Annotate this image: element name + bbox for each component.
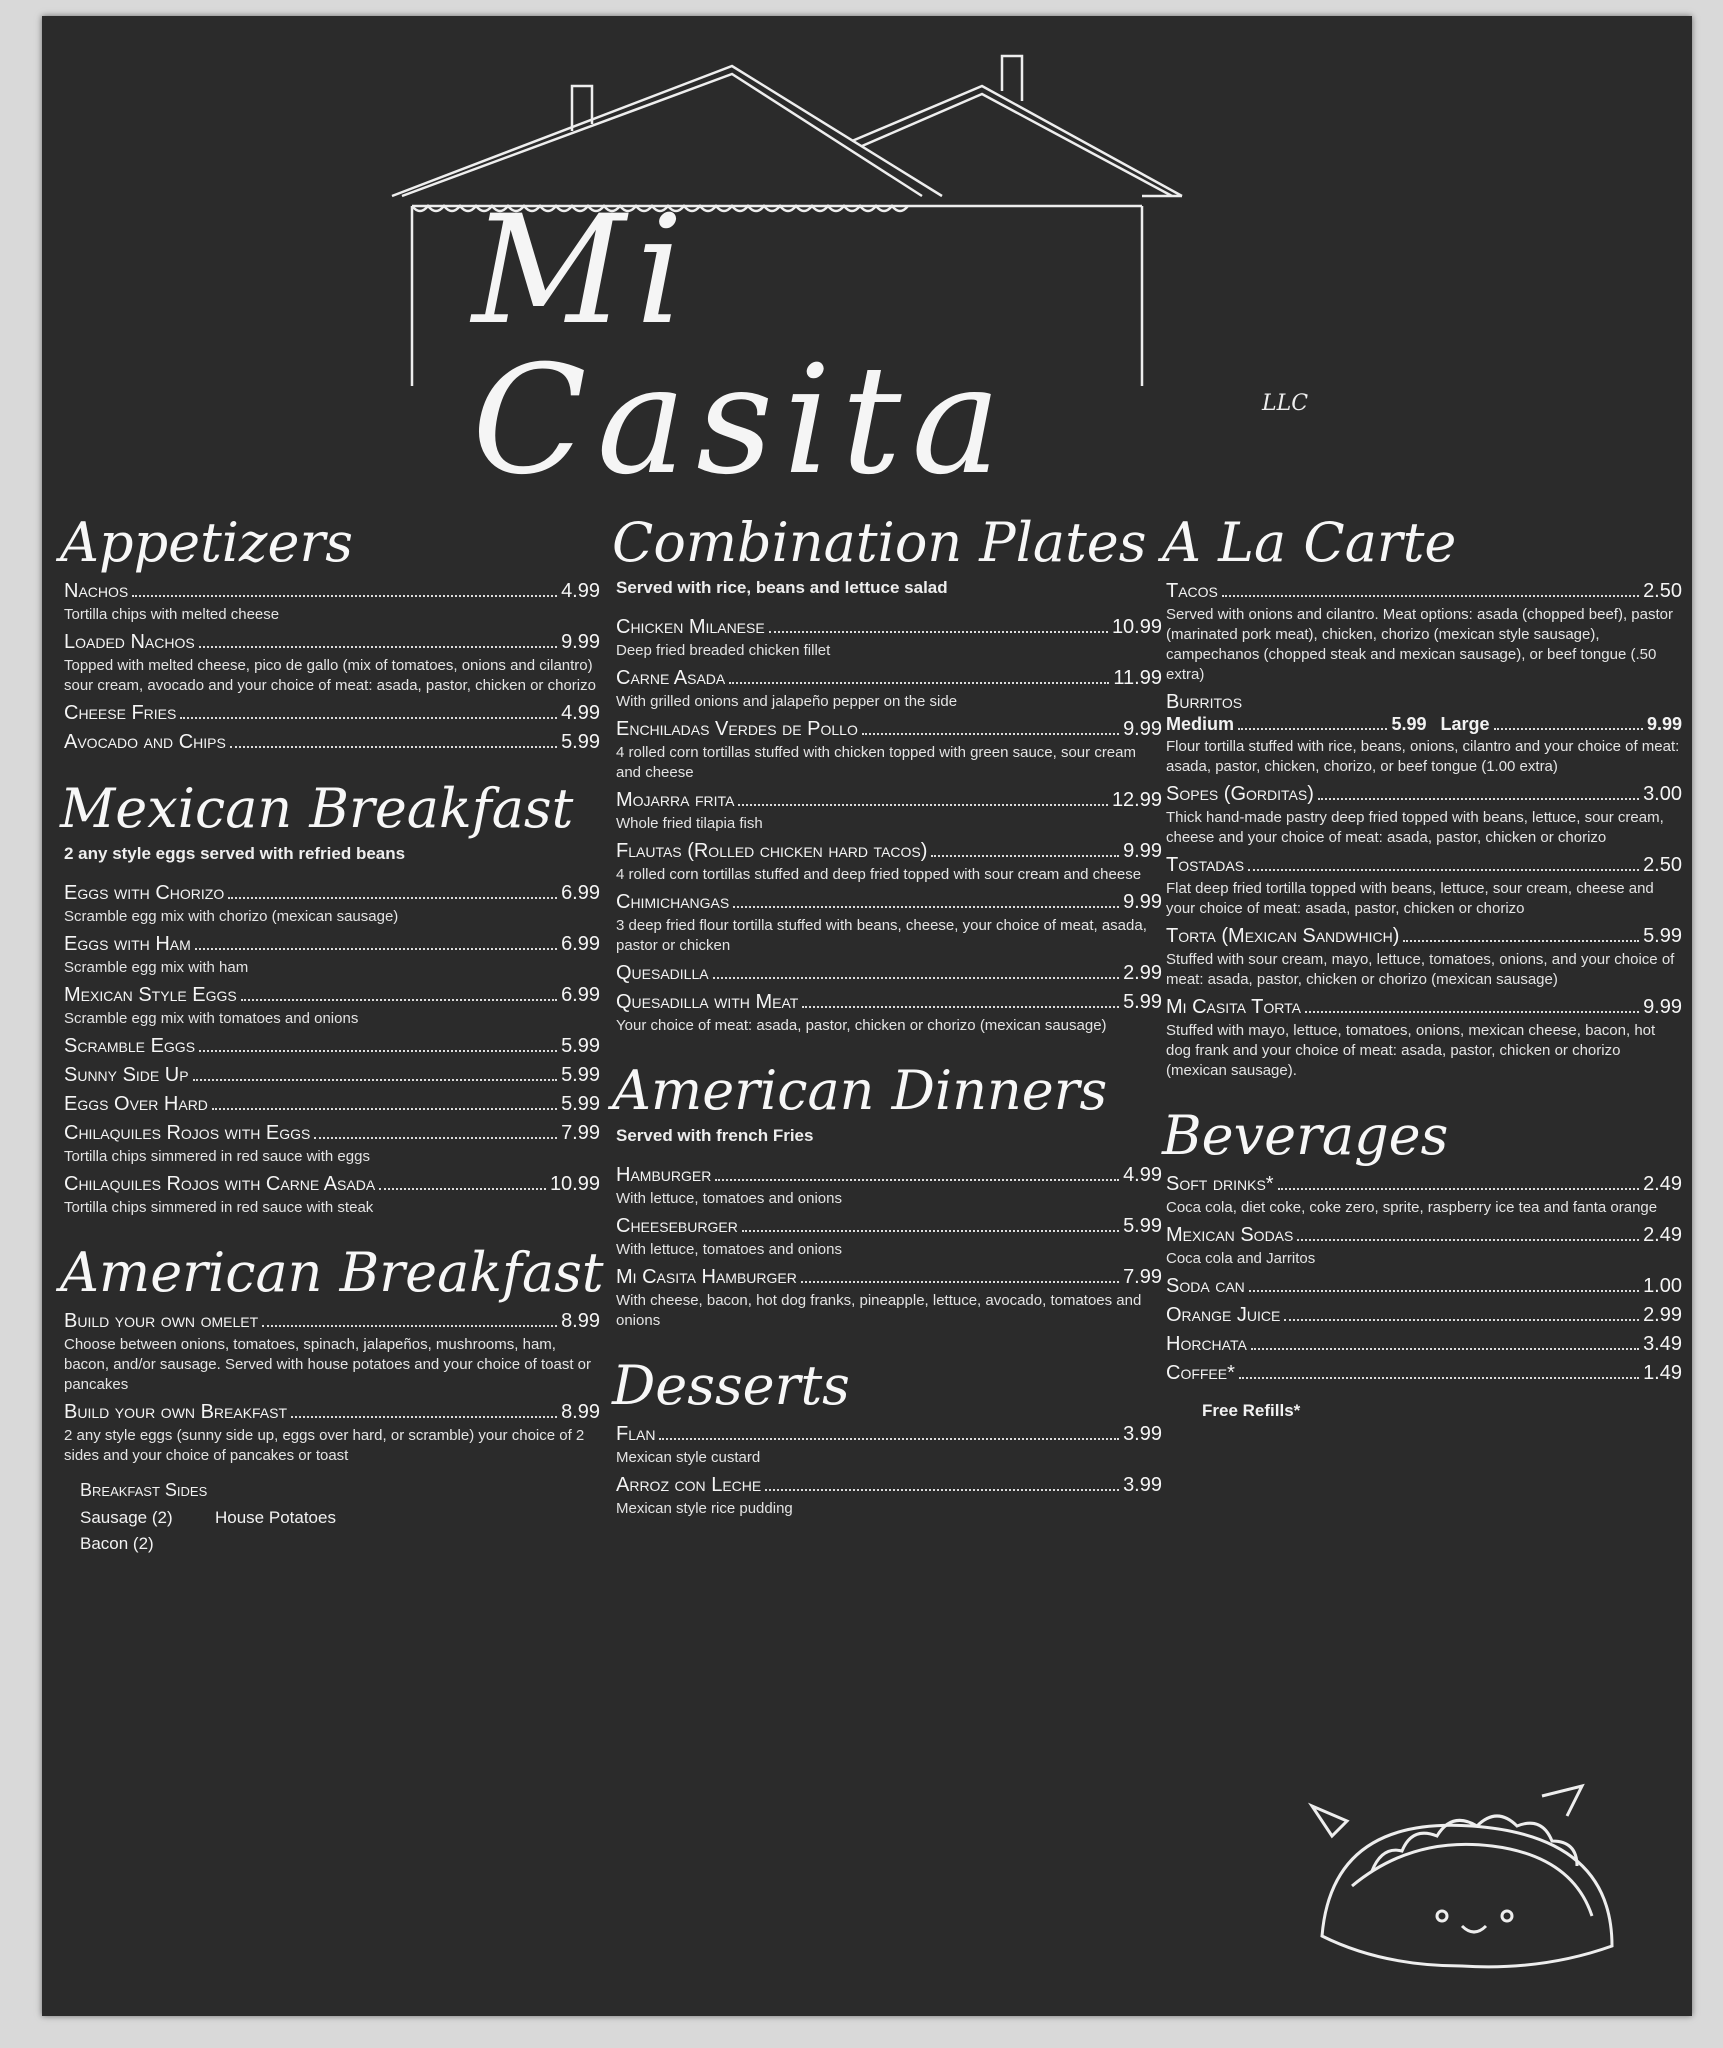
item-name: Torta (Mexican Sandwhich) (1166, 925, 1400, 947)
dot-leader (314, 1137, 557, 1139)
american-dinners-subtitle: Served with french Fries (616, 1126, 814, 1145)
item-price: 4.99 (1123, 1164, 1162, 1186)
item-description: Whole fried tilapia fish (616, 815, 763, 832)
item-description: Mexican style rice pudding (616, 1500, 793, 1517)
menu-item (616, 718, 1162, 783)
dot-leader (199, 1050, 557, 1052)
item-name: Sopes (Gorditas) (1166, 783, 1314, 805)
item-description: Flour tortilla stuffed with rice, beans, onions, cilantro and your choice of meat: asada, pastor, chicken, chorizo, or beef tongue (1.00 extra) (1166, 738, 1680, 775)
item-price: 5.99 (1123, 1215, 1162, 1237)
a-la-carte-title: A La Carte (1162, 511, 1457, 574)
size-label: Large (1440, 714, 1490, 734)
menu-item (64, 984, 600, 1029)
beverages-title: Beverages (1162, 1104, 1449, 1167)
item-price: 6.99 (561, 882, 600, 904)
restaurant-name: Mi Casita (472, 184, 1011, 508)
item-name: Sunny Side Up (64, 1064, 189, 1086)
item-price: 5.99 (561, 1064, 600, 1086)
size-label: Medium (1166, 714, 1235, 734)
dot-leader (180, 717, 557, 719)
item-price: 9.99 (1123, 840, 1162, 862)
dot-leader (802, 1006, 1119, 1008)
item-description: Tortilla chips simmered in red sauce with steak (64, 1199, 374, 1216)
item-name: Orange Juice (1166, 1304, 1281, 1326)
breakfast-sides-title: Breakfast Sides (80, 1480, 208, 1500)
menu-item (616, 1164, 1162, 1209)
item-name: Soft drinks* (1166, 1173, 1274, 1195)
menu-item (616, 616, 1162, 661)
item-name: Build your own Breakfast (64, 1401, 288, 1423)
dot-leader (729, 682, 1109, 684)
item-price: 2.50 (1643, 580, 1682, 602)
item-name: Hamburger (616, 1164, 712, 1186)
item-price: 4.99 (561, 580, 600, 602)
item-price: 5.99 (1643, 925, 1682, 947)
dot-leader (1305, 1011, 1639, 1013)
menu-item (64, 731, 600, 754)
item-price: 8.99 (561, 1310, 600, 1332)
dot-leader (195, 948, 557, 950)
item-name: Nachos (64, 580, 129, 602)
side-item: Sausage (2) (80, 1508, 173, 1527)
item-price: 3.99 (1123, 1423, 1162, 1445)
a-la-carte-section (1162, 511, 1683, 1081)
dot-leader (931, 855, 1119, 857)
item-price: 2.99 (1643, 1304, 1682, 1326)
dot-leader (1318, 798, 1639, 800)
dot-leader (212, 1108, 557, 1110)
menu-item (1166, 783, 1682, 848)
size-price: 9.99 (1646, 714, 1683, 734)
column-right (1162, 511, 1683, 1449)
item-description: 3 deep fried flour tortilla stuffed with beans, cheese, your choice of meat, asada, pastor or chicken (616, 917, 1147, 954)
free-refills-note: Free Refills* (1202, 1401, 1301, 1420)
item-price: 9.99 (1123, 891, 1162, 913)
dot-leader (291, 1416, 557, 1418)
item-name: Cheese Fries (64, 702, 177, 724)
item-price: 3.49 (1643, 1333, 1682, 1355)
american-breakfast-title: American Breakfast (60, 1241, 604, 1304)
item-name: Carne Asada (616, 667, 726, 689)
item-name: Mexican Style Eggs (64, 984, 237, 1006)
menu-item (1166, 1275, 1682, 1298)
item-price: 2.49 (1643, 1173, 1682, 1195)
dot-leader (228, 897, 557, 899)
menu-item (616, 667, 1162, 712)
item-name: Chilaquiles Rojos with Eggs (64, 1122, 311, 1144)
burrito-sizes (1166, 714, 1682, 735)
combination-plates-subtitle: Served with rice, beans and lettuce salad (616, 578, 948, 597)
item-name: Quesadilla with Meat (616, 991, 799, 1013)
dot-leader (1222, 595, 1639, 597)
dot-leader (862, 733, 1119, 735)
side-item: Bacon (2) (80, 1534, 154, 1553)
dot-leader (738, 804, 1108, 806)
item-price: 10.99 (549, 1173, 600, 1195)
item-name: Coffee* (1166, 1362, 1235, 1384)
item-description: Tortilla chips with melted cheese (64, 606, 280, 623)
dot-leader (733, 906, 1119, 908)
menu-item (1166, 925, 1682, 990)
item-price: 3.00 (1643, 783, 1682, 805)
menu-item (1166, 854, 1682, 919)
menu-item (64, 933, 600, 978)
item-description: 2 any style eggs (sunny side up, eggs over hard, or scramble) your choice of 2 sides and your choice of pancakes or toast (64, 1427, 585, 1464)
item-description: Choose between onions, tomatoes, spinach, jalapeños, mushrooms, ham, bacon, and/or sausage. Served with house potatoes and your choice of toast or pancakes (64, 1336, 592, 1393)
dot-leader (379, 1188, 546, 1190)
side-item: House Potatoes (215, 1508, 336, 1527)
restaurant-suffix: LLC (1262, 391, 1309, 416)
menu-item (64, 702, 600, 725)
item-name: Arroz con Leche (616, 1474, 762, 1496)
item-description: With lettuce, tomatoes and onions (616, 1190, 842, 1207)
dot-leader (1403, 940, 1639, 942)
dot-leader (1284, 1319, 1639, 1321)
logo (382, 46, 1462, 508)
menu-item (616, 962, 1162, 985)
american-dinners-title: American Dinners (612, 1059, 1108, 1122)
item-name: Build your own omelet (64, 1310, 259, 1332)
menu-item (64, 1035, 600, 1058)
beverages-section (1162, 1104, 1682, 1421)
combination-plates-title: Combination Plates (612, 511, 1147, 574)
column-middle (612, 511, 1162, 1547)
dot-leader (1238, 728, 1387, 730)
item-name: Mi Casita Torta (1166, 996, 1301, 1018)
menu-item (1166, 996, 1682, 1081)
item-name: Eggs with Ham (64, 933, 191, 955)
menu-item (1166, 1304, 1682, 1327)
menu-item (64, 1401, 600, 1466)
combination-plates-section (612, 511, 1162, 1036)
column-left (60, 511, 604, 1585)
item-price: 7.99 (1123, 1266, 1162, 1288)
menu-item (64, 1310, 600, 1395)
item-description: Coca cola and Jarritos (1166, 1250, 1316, 1267)
menu-board (42, 16, 1692, 2016)
american-dinners-section (612, 1059, 1162, 1331)
item-description: Flat deep fried tortilla topped with beans, lettuce, sour cream, cheese and your choice of meat: asada, pastor, chicken or chorizo (1166, 880, 1654, 917)
menu-item (616, 1266, 1162, 1331)
menu-item (64, 1093, 600, 1116)
item-description: Thick hand-made pastry deep fried topped with beans, lettuce, sour cream, cheese and your choice of meat: asada, pastor, chicken or chorizo (1166, 809, 1664, 846)
item-description: With grilled onions and jalapeño pepper on the side (616, 693, 958, 710)
menu-item (616, 891, 1162, 956)
item-name: Soda can (1166, 1275, 1245, 1297)
dot-leader (1248, 869, 1639, 871)
item-price: 12.99 (1111, 789, 1162, 811)
american-breakfast-section (60, 1241, 604, 1557)
item-price: 9.99 (561, 631, 600, 653)
mexican-breakfast-title: Mexican Breakfast (60, 777, 574, 840)
item-price: 4.99 (561, 702, 600, 724)
item-price: 2.50 (1643, 854, 1682, 876)
menu-item (616, 1474, 1162, 1519)
item-price: 9.99 (1123, 718, 1162, 740)
dot-leader (1249, 1290, 1639, 1292)
menu-item (1166, 1362, 1682, 1385)
dot-leader (713, 977, 1119, 979)
item-price: 3.99 (1123, 1474, 1162, 1496)
dot-leader (765, 1489, 1119, 1491)
desserts-section (612, 1354, 1162, 1519)
item-name: Eggs Over Hard (64, 1093, 208, 1115)
item-description: Served with onions and cilantro. Meat options: asada (chopped beef), pastor (marinated pork meat), chicken, chorizo (mexican style sausage), campechanos (chopped steak and mexican sausage), or beef tongue (.50 extra) (1166, 606, 1673, 683)
appetizers-title: Appetizers (60, 511, 353, 574)
dot-leader (742, 1230, 1119, 1232)
menu-item (616, 789, 1162, 834)
dot-leader (1297, 1239, 1639, 1241)
dot-leader (262, 1325, 557, 1327)
item-price: 10.99 (1111, 616, 1162, 638)
menu-item (616, 1215, 1162, 1260)
item-name: Horchata (1166, 1333, 1247, 1355)
menu-item (64, 882, 600, 927)
dot-leader (193, 1079, 557, 1081)
dot-leader (132, 595, 557, 597)
dot-leader (241, 999, 557, 1001)
item-description: Stuffed with mayo, lettuce, tomatoes, onions, mexican cheese, bacon, hot dog frank and your choice of meat: asada, pastor, chicken or chorizo (mexican sausage). (1166, 1022, 1656, 1079)
dot-leader (1494, 728, 1643, 730)
taco-icon (1292, 1776, 1642, 1986)
item-price: 5.99 (561, 731, 600, 753)
item-name: Flan (616, 1423, 656, 1445)
item-price: 5.99 (561, 1093, 600, 1115)
item-name: Mi Casita Hamburger (616, 1266, 797, 1288)
menu-item (1166, 1333, 1682, 1356)
item-price: 2.99 (1123, 962, 1162, 984)
item-name: Chilaquiles Rojos with Carne Asada (64, 1173, 376, 1195)
item-price: 7.99 (561, 1122, 600, 1144)
item-name: Avocado and Chips (64, 731, 226, 753)
dot-leader (1239, 1377, 1639, 1379)
dot-leader (230, 746, 557, 748)
item-name: Tacos (1166, 580, 1218, 602)
menu-item (64, 1064, 600, 1087)
dot-leader (1251, 1348, 1639, 1350)
item-name: Chicken Milanese (616, 616, 765, 638)
item-name: Eggs with Chorizo (64, 882, 225, 904)
item-description: With cheese, bacon, hot dog franks, pineapple, lettuce, avocado, tomatoes and onions (616, 1292, 1142, 1329)
item-description: Scramble egg mix with chorizo (mexican sausage) (64, 908, 399, 925)
item-name: Quesadilla (616, 962, 709, 984)
dot-leader (769, 631, 1108, 633)
item-description: Your choice of meat: asada, pastor, chicken or chorizo (mexican sausage) (616, 1017, 1107, 1034)
item-price: 1.49 (1643, 1362, 1682, 1384)
item-name: Tostadas (1166, 854, 1245, 876)
item-description: Deep fried breaded chicken fillet (616, 642, 831, 659)
item-name: Enchiladas Verdes de Pollo (616, 718, 858, 740)
item-description: Topped with melted cheese, pico de gallo (mix of tomatoes, onions and cilantro) sour cream, avocado and your choice of meat: asada, pastor, chicken or chorizo (64, 657, 596, 694)
item-price: 1.00 (1643, 1275, 1682, 1297)
menu-item (64, 580, 600, 625)
menu-item (1166, 580, 1682, 685)
item-name: Burritos (1166, 691, 1243, 713)
dot-leader (199, 646, 557, 648)
item-price: 8.99 (561, 1401, 600, 1423)
menu-item (64, 631, 600, 696)
item-description: Mexican style custard (616, 1449, 761, 1466)
menu-item (616, 1423, 1162, 1468)
dot-leader (715, 1179, 1119, 1181)
size-price: 5.99 (1391, 714, 1427, 734)
desserts-title: Desserts (612, 1354, 850, 1417)
item-price: 6.99 (561, 933, 600, 955)
menu-item (616, 991, 1162, 1036)
item-price: 5.99 (1123, 991, 1162, 1013)
item-price: 6.99 (561, 984, 600, 1006)
dot-leader (801, 1281, 1119, 1283)
menu-item (616, 840, 1162, 885)
item-description: Scramble egg mix with ham (64, 959, 249, 976)
item-description: With lettuce, tomatoes and onions (616, 1241, 842, 1258)
item-description: Tortilla chips simmered in red sauce with eggs (64, 1148, 370, 1165)
dot-leader (1278, 1188, 1639, 1190)
item-name: Loaded Nachos (64, 631, 195, 653)
item-price: 11.99 (1113, 667, 1162, 689)
item-name: Mojarra frita (616, 789, 735, 811)
appetizers-section (60, 511, 600, 754)
item-price: 2.49 (1643, 1224, 1682, 1246)
menu-item (64, 1173, 600, 1218)
menu-item (1166, 1173, 1682, 1218)
item-name: Scramble Eggs (64, 1035, 196, 1057)
item-price: 9.99 (1643, 996, 1682, 1018)
item-description: Scramble egg mix with tomatoes and onions (64, 1010, 359, 1027)
dot-leader (659, 1438, 1119, 1440)
item-description: 4 rolled corn tortillas stuffed with chicken topped with green sauce, sour cream and cheese (616, 744, 1136, 781)
mexican-breakfast-subtitle: 2 any style eggs served with refried beans (64, 844, 406, 863)
menu-item (1166, 1224, 1682, 1269)
menu-item (1166, 691, 1682, 777)
breakfast-sides (80, 1505, 600, 1557)
menu-item (64, 1122, 600, 1167)
mexican-breakfast-section (60, 777, 600, 1218)
item-description: Coca cola, diet coke, coke zero, sprite, raspberry ice tea and fanta orange (1166, 1199, 1658, 1216)
item-name: Flautas (Rolled chicken hard tacos) (616, 840, 928, 862)
item-description: Stuffed with sour cream, mayo, lettuce, tomatoes, onions, and your choice of meat: asada, pastor, chicken or chorizo (mexican sausage) (1166, 951, 1675, 988)
item-name: Mexican Sodas (1166, 1224, 1294, 1246)
item-name: Chimichangas (616, 891, 730, 913)
item-description: 4 rolled corn tortillas stuffed and deep fried topped with sour cream and cheese (616, 866, 1142, 883)
item-price: 5.99 (561, 1035, 600, 1057)
item-name: Cheeseburger (616, 1215, 738, 1237)
